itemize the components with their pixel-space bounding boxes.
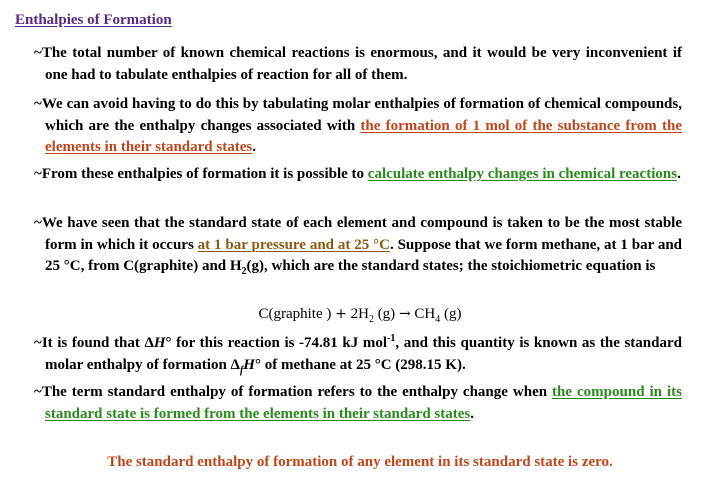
paragraph-text: The term standard enthalpy of formation refers to the enthalpy change when: [41, 384, 553, 400]
bullet-marker: ~: [34, 166, 42, 182]
degree-symbol: °: [165, 335, 172, 351]
highlight-compound-formed: the compound in its standard state is formed from the elements in their standard states: [45, 384, 682, 422]
paragraph-text: (g), which are the standard states; the stoichiometric equation is: [246, 258, 656, 274]
paragraph-text: The total number of known chemical reactions is enormous, and it would be very inconvenient if one had to tabulate enthalpies of reaction for all of them.: [41, 45, 682, 83]
paragraph-standard-state: [34, 213, 682, 278]
paragraph-calculate: [34, 164, 682, 186]
plus-symbol: +: [335, 306, 347, 322]
paragraph-text: We can avoid having to do this by tabulating molar enthalpies of formation of chemical compounds, which are the enthalpy changes associated with: [41, 96, 682, 134]
paragraph-text: It is found that: [41, 335, 145, 351]
paragraph-text: .: [470, 405, 474, 422]
paragraph-text: , and this quantity is known as the standard molar enthalpy of formation: [45, 335, 682, 373]
equation-term: (g): [373, 306, 399, 322]
paragraph-text: From these enthalpies of formation it is possible to: [41, 166, 368, 182]
formation-subscript: f: [239, 364, 244, 376]
bullet-marker: ~: [34, 45, 42, 61]
equation-term: CH: [410, 306, 436, 322]
bullet-marker: ~: [34, 384, 42, 400]
equation-term: C(graphite ): [258, 306, 336, 322]
paragraph-text: of methane at 25 °C (298.15 K).: [260, 356, 466, 373]
highlight-standard-conditions: at 1 bar pressure and at 25 °C: [197, 236, 390, 253]
paragraph-text: .: [677, 166, 681, 182]
delta-symbol: Δ: [230, 356, 240, 373]
paragraph-reactions: [34, 43, 682, 86]
enthalpy-symbol: H: [153, 335, 166, 351]
arrow-icon: →: [398, 306, 411, 322]
methane-equation: [0, 306, 720, 323]
paragraph-text: .: [252, 139, 256, 155]
subscript: 4: [435, 314, 441, 325]
bullet-marker: ~: [34, 96, 42, 112]
summary-statement: The standard enthalpy of formation of any element in its standard state is zero.: [107, 454, 613, 470]
bullet-marker: ~: [34, 335, 42, 351]
paragraph-term-definition: [34, 382, 682, 425]
superscript: -1: [387, 333, 396, 344]
highlight-calculate-changes: calculate enthalpy changes in chemical reactions: [367, 166, 678, 182]
bullet-marker: ~: [34, 215, 42, 231]
equation-term: (g): [440, 306, 462, 322]
paragraph-text: We have seen that the standard state of each element and compound is taken to be the most stable form in which it occurs: [41, 215, 682, 253]
page-title: Enthalpies of Formation: [15, 12, 172, 28]
paragraph-text: . Suppose that we form methane, at 1 bar and 25 °C, from C(graphite) and H: [45, 236, 683, 274]
degree-symbol: °: [254, 356, 261, 373]
delta-symbol: Δ: [144, 335, 154, 351]
equation-term: 2H: [346, 306, 369, 322]
paragraph-text: for this reaction is -74.81 kJ mol: [171, 335, 388, 351]
enthalpy-symbol: H: [243, 356, 255, 373]
highlight-formation-definition: the formation of 1 mol of the substance from the elements in their standard states: [45, 117, 682, 155]
paragraph-methane-enthalpy: [34, 333, 682, 376]
subscript: 2: [368, 314, 374, 325]
subscript: 2: [241, 266, 247, 277]
paragraph-molar-enthalpies: [34, 94, 682, 159]
